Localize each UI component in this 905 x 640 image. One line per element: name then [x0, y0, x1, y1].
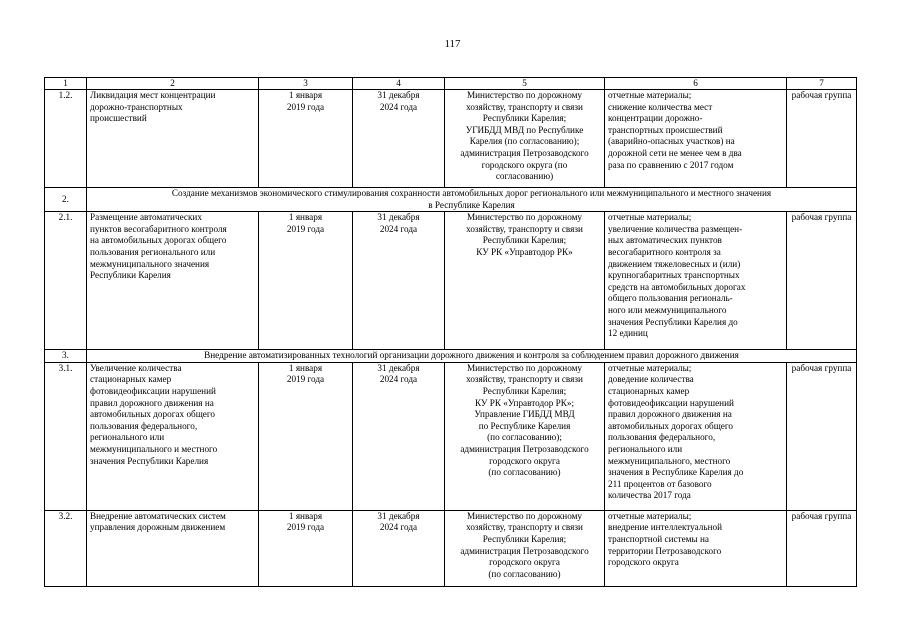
page-number: 117	[444, 38, 461, 50]
row-number: 3.2.	[45, 510, 87, 586]
result-cell: отчетные материалы; доведение количества стационарных камер фотовидеофиксации нарушений правил дорожного движения на автомобильных дорогах общего пользования федерального, регионального или межмуниципального, местного значения в Республике Карелия до 211 процентов от базового количества 2017 года	[605, 362, 787, 510]
column-header: 7	[787, 78, 857, 90]
column-header: 6	[605, 78, 787, 90]
action-cell: Ликвидация мест концентрации дорожно-транспортных происшествий	[87, 90, 259, 188]
row-number: 2.1.	[45, 212, 87, 350]
executor-cell: Министерство по дорожному хозяйству, транспорту и связи Республики Карелия; КУ РК «Управтодор РК»	[445, 212, 605, 350]
end-date-cell: 31 декабря 2024 года	[353, 90, 445, 188]
section-number: 3.	[45, 350, 87, 363]
start-date-cell: 1 января 2019 года	[259, 362, 353, 510]
action-cell: Размещение автоматических пунктов весогабаритного контроля на автомобильных дорогах общего пользования регионального или межмуниципального значения Республики Карелия	[87, 212, 259, 350]
executor-cell: Министерство по дорожному хозяйству, транспорту и связи Республики Карелия; УГИБДД МВД по Республике Карелия (по согласованию); администрация Петрозаводского городского округа (по согласованию)	[445, 90, 605, 188]
start-date-cell: 1 января 2019 года	[259, 212, 353, 350]
row-number: 3.1.	[45, 362, 87, 510]
end-date-cell: 31 декабря 2024 года	[353, 362, 445, 510]
table-row	[45, 510, 857, 586]
control-cell: рабочая группа	[787, 362, 857, 510]
start-date-cell: 1 января 2019 года	[259, 90, 353, 188]
table-body	[45, 78, 857, 587]
column-header: 5	[445, 78, 605, 90]
section-title: Создание механизмов экономического стимулирования сохранности автомобильных дорог регионального или межмуниципального и местного значения в Республике Карелия	[87, 188, 857, 212]
action-cell: Внедрение автоматических систем управления дорожным движением	[87, 510, 259, 586]
column-header: 3	[259, 78, 353, 90]
column-header: 4	[353, 78, 445, 90]
row-number: 1.2.	[45, 90, 87, 188]
table-row	[45, 362, 857, 510]
executor-cell: Министерство по дорожному хозяйству, транспорту и связи Республики Карелия; КУ РК «Управтодор РК»; Управление ГИБДД МВД по Республике Карелия (по согласованию); администрация Петрозаводского городского округа (по согласованию)	[445, 362, 605, 510]
end-date-cell: 31 декабря 2024 года	[353, 212, 445, 350]
control-cell: рабочая группа	[787, 90, 857, 188]
control-cell: рабочая группа	[787, 510, 857, 586]
end-date-cell: 31 декабря 2024 года	[353, 510, 445, 586]
result-cell: отчетные материалы; внедрение интеллектуальной транспортной системы на территории Петрозаводского городского округа	[605, 510, 787, 586]
column-header: 1	[45, 78, 87, 90]
section-title: Внедрение автоматизированных технологий организации дорожного движения и контроля за соблюдением правил дорожного движения	[87, 350, 857, 363]
section-number: 2.	[45, 188, 87, 212]
result-cell: отчетные материалы; увеличение количества размещен- ных автоматических пунктов весогабаритного контроля за движением тяжеловесных и (или) крупногабаритных транспортных средств на автомобильных дорогах общего пользования региональ- ного или межмуниципального значения Республики Карелия до 12 единиц	[605, 212, 787, 350]
section-row	[45, 188, 857, 212]
control-cell: рабочая группа	[787, 212, 857, 350]
action-cell: Увеличение количества стационарных камер фотовидеофиксации нарушений правил дорожного движения на автомобильных дорогах общего пользования федерального, регионального или межмуниципального и местного значения Республики Карелия	[87, 362, 259, 510]
table-row	[45, 212, 857, 350]
executor-cell: Министерство по дорожному хозяйству, транспорту и связи Республики Карелия; администрация Петрозаводского городского округа (по согласованию)	[445, 510, 605, 586]
start-date-cell: 1 января 2019 года	[259, 510, 353, 586]
result-cell: отчетные материалы; снижение количества мест концентрации дорожно- транспортных происшествий (аварийно-опасных участков) на дорожной сети не менее чем в два раза по сравнению с 2017 годом	[605, 90, 787, 188]
column-header: 2	[87, 78, 259, 90]
plan-table	[44, 77, 857, 587]
table-row	[45, 90, 857, 188]
section-row	[45, 350, 857, 363]
header-row	[45, 78, 857, 90]
